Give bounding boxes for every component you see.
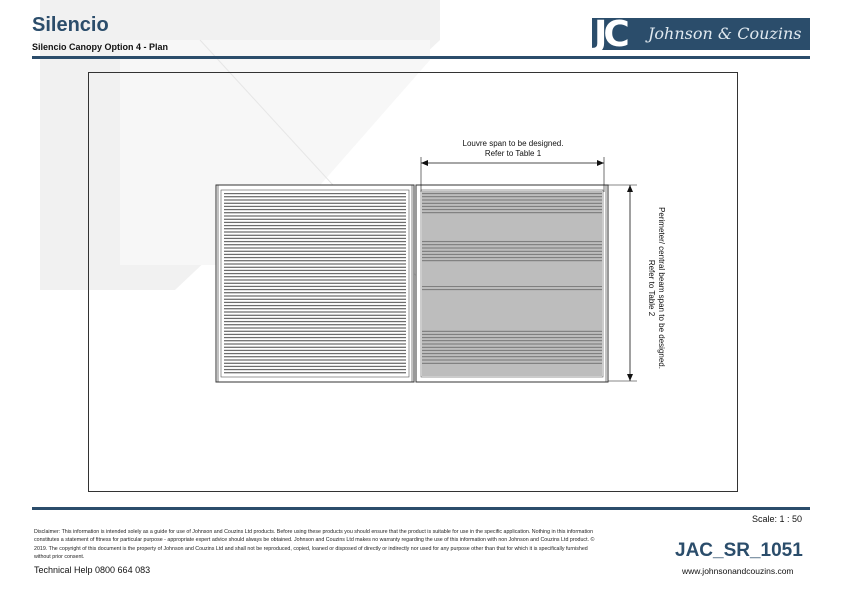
- beam-span-note: [646, 186, 666, 390]
- disclaimer-text: Disclaimer: This information is intended solely as a guide for use of Johnson and Couzins Ltd products. Before using these products you should ensure that the product is suitable for use in the specific application. Nothing in this information constitutes a statement of fitness for particular purpose - appropriate expert advice should always be obtained. Johnson and Couzins Ltd makes no warranty regarding the use of this information with non Johnson and Couzins Ltd product. © 2019. The copyright of this document is the property of Johnson and Couzins Ltd and shall not be reproduced, copied, loaned or disposed of directly or indirectly nor used for any purpose other than that for which it is specifically furnished without prior consent.: [34, 529, 595, 561]
- logo-wordmark: Johnson & Couzins: [648, 24, 802, 43]
- beam-note-line-1: Perimeter/ central beam span to be designed.: [657, 207, 666, 369]
- right-canopy-bay: [416, 185, 608, 382]
- beam-note-line-2: Refer to Table 2: [647, 259, 656, 317]
- document-title: Silencio: [32, 14, 109, 36]
- louvre-span-note: [438, 139, 588, 159]
- drawing-scale: Scale: 1 : 50: [752, 514, 803, 524]
- louvre-note-line-1: Louvre span to be designed.: [462, 139, 564, 148]
- website-url[interactable]: www.johnsonandcouzins.com: [682, 566, 794, 576]
- technical-help-phone: Technical Help 0800 664 083: [34, 565, 151, 575]
- beam-span-dimension: [608, 185, 637, 381]
- drawing-code: JAC_SR_1051: [675, 540, 803, 561]
- document-subtitle: Silencio Canopy Option 4 - Plan: [32, 42, 169, 52]
- footer-rule: [32, 507, 810, 510]
- louvre-note-line-2: Refer to Table 1: [484, 149, 542, 158]
- logo-initials: JC: [594, 14, 626, 55]
- left-canopy-bay: [216, 185, 414, 382]
